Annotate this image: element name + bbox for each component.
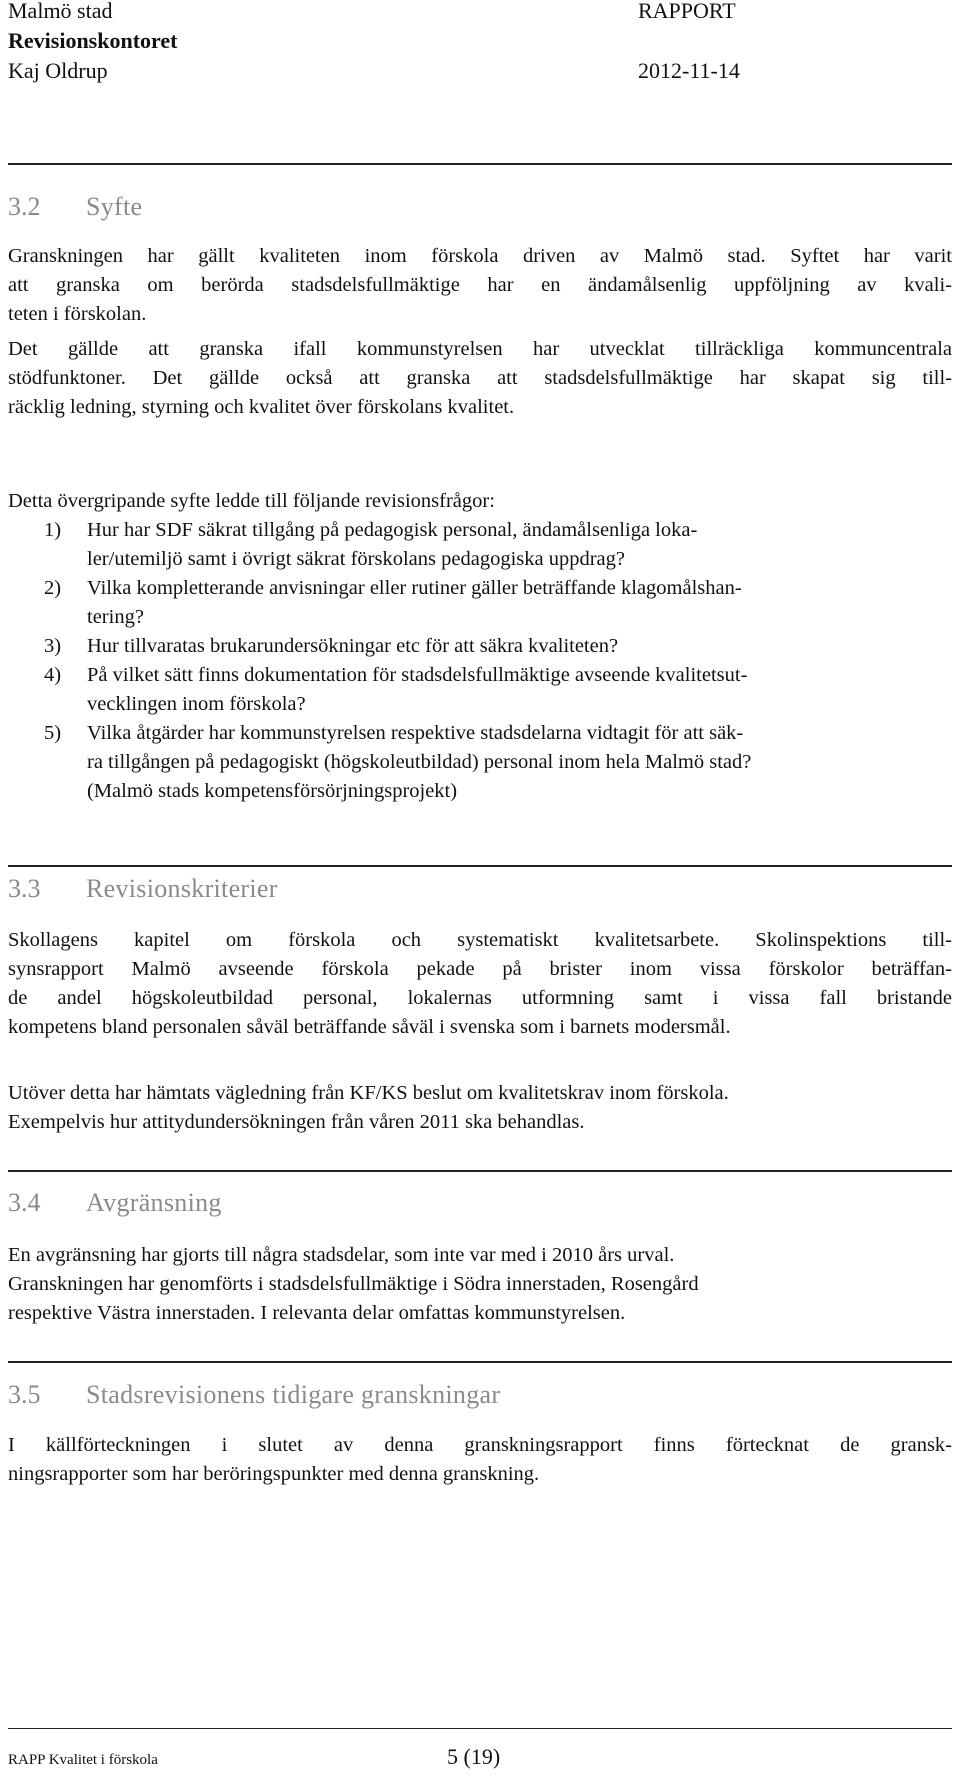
list-item	[8, 574, 952, 632]
paragraph	[8, 1431, 952, 1489]
header-date: 2012-11-14	[638, 58, 740, 83]
section-title: Revisionskriterier	[86, 874, 278, 903]
text-line: ra tillgången på pedagogiskt (högskoleutbildad) personal inom hela Malmö stad?	[87, 751, 752, 773]
header-author: Kaj Oldrup	[8, 58, 108, 83]
questions-intro: Detta övergripande syfte ledde till följande revisionsfrågor:	[8, 490, 495, 512]
list-number: 5)	[44, 722, 62, 744]
header-department: Revisionskontoret	[8, 28, 178, 53]
text-line: Vilka kompletterande anvisningar eller rutiner gäller beträffande klagomålshan-	[87, 577, 742, 599]
text-line: synsrapport Malmö avseende förskola pekade på brister inom vissa förskolor beträffan-	[8, 958, 952, 980]
section-number: 3.3	[8, 874, 41, 903]
list-number: 1)	[44, 519, 62, 541]
section-title: Stadsrevisionens tidigare granskningar	[86, 1380, 501, 1409]
text-line: respektive Västra innerstaden. I relevanta delar omfattas kommunstyrelsen.	[8, 1302, 626, 1324]
header-org: Malmö stad	[8, 0, 113, 23]
section-heading-3-3	[8, 872, 278, 906]
section-rule	[8, 1170, 952, 1172]
paragraph	[8, 335, 952, 422]
footer-doc-name: RAPP Kvalitet i förskola	[8, 1752, 158, 1768]
footer-page-number: 5 (19)	[447, 1744, 501, 1769]
section-title: Avgränsning	[86, 1188, 222, 1217]
list-number: 4)	[44, 664, 62, 686]
text-line: En avgränsning har gjorts till några stadsdelar, som inte var med i 2010 års urval.	[8, 1244, 675, 1266]
text-line: Det gällde att granska ifall kommunstyrelsen har utvecklat tillräckliga kommuncentrala	[8, 338, 952, 360]
footer-rule	[8, 1728, 952, 1729]
section-number: 3.5	[8, 1380, 41, 1409]
list-number: 2)	[44, 577, 62, 599]
text-line: tering?	[87, 606, 144, 628]
paragraph	[8, 487, 952, 516]
text-line: (Malmö stads kompetensförsörjningsprojekt)	[87, 780, 458, 802]
text-line: de andel högskoleutbildad personal, lokalernas utformning samt i vissa fall bristande	[8, 987, 952, 1009]
text-line: På vilket sätt finns dokumentation för stadsdelsfullmäktige avseende kvalitetsut-	[87, 664, 748, 686]
text-line: I källförteckningen i slutet av denna granskningsrapport finns förtecknat de gransk-	[8, 1434, 952, 1456]
list-item	[8, 719, 952, 806]
text-line: Hur har SDF säkrat tillgång på pedagogisk personal, ändamålsenliga loka-	[87, 519, 698, 541]
list-item	[8, 661, 952, 719]
paragraph	[8, 1079, 952, 1137]
text-line: Granskningen har genomförts i stadsdelsfullmäktige i Södra innerstaden, Rosengård	[8, 1273, 699, 1295]
text-line: räcklig ledning, styrning och kvalitet över förskolans kvalitet.	[8, 396, 515, 418]
list-item	[8, 516, 952, 574]
section-heading-3-5	[8, 1378, 500, 1412]
paragraph	[8, 242, 952, 329]
text-line: Skollagens kapitel om förskola och systematiskt kvalitetsarbete. Skolinspektions till-	[8, 929, 952, 951]
section-rule	[8, 865, 952, 867]
question-list	[8, 516, 952, 806]
text-line: kompetens bland personalen såväl beträffande såväl i svenska som i barnets modersmål.	[8, 1016, 731, 1038]
paragraph	[8, 926, 952, 1042]
section-rule	[8, 1361, 952, 1363]
section-heading-3-2	[8, 190, 142, 224]
list-item	[8, 632, 952, 661]
text-line: Hur tillvaratas brukarundersökningar etc för att säkra kvaliteten?	[87, 635, 619, 657]
text-line: vecklingen inom förskola?	[87, 693, 306, 715]
text-line: Exempelvis hur attitydundersökningen från våren 2011 ska behandlas.	[8, 1111, 585, 1133]
paragraph	[8, 1241, 952, 1328]
list-number: 3)	[44, 635, 62, 657]
text-line: ningsrapporter som har beröringspunkter med denna granskning.	[8, 1463, 540, 1485]
section-number: 3.4	[8, 1188, 41, 1217]
text-line: stödfunktoner. Det gällde också att granska att stadsdelsfullmäktige har skapat sig till-	[8, 367, 952, 389]
section-number: 3.2	[8, 192, 41, 221]
text-line: teten i förskolan.	[8, 303, 147, 325]
text-line: Utöver detta har hämtats vägledning från KF/KS beslut om kvalitetskrav inom förskola.	[8, 1082, 729, 1104]
text-line: att granska om berörda stadsdelsfullmäktige har en ändamålsenlig uppföljning av kvali-	[8, 274, 952, 296]
text-line: Granskningen har gällt kvaliteten inom förskola driven av Malmö stad. Syftet har varit	[8, 245, 952, 267]
text-line: Vilka åtgärder har kommunstyrelsen respektive stadsdelarna vidtagit för att säk-	[87, 722, 744, 744]
section-title: Syfte	[86, 192, 143, 221]
section-rule	[8, 163, 952, 165]
header-doc-type: RAPPORT	[638, 0, 736, 23]
text-line: ler/utemiljö samt i övrigt säkrat förskolans pedagogiska uppdrag?	[87, 548, 625, 570]
section-heading-3-4	[8, 1186, 222, 1220]
